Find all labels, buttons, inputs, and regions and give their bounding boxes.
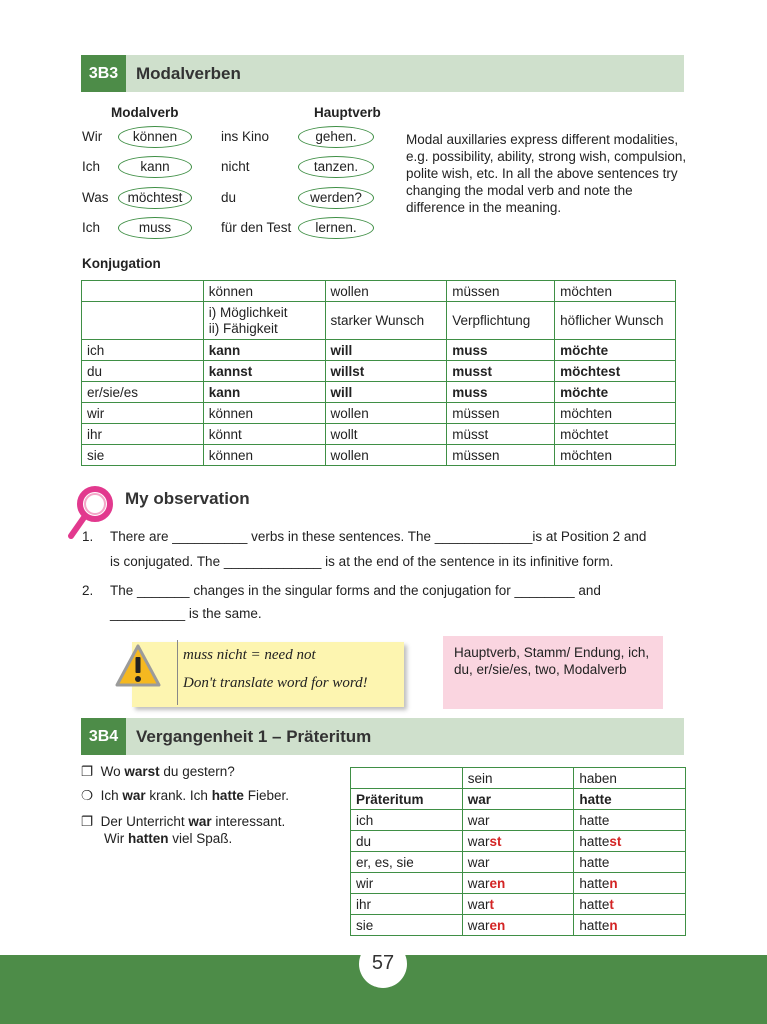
section-header-3b4 <box>81 718 684 755</box>
table-cell <box>574 894 686 915</box>
table-cell: müssen <box>447 403 555 424</box>
middle-phrase: du <box>221 190 237 205</box>
table-cell: können <box>203 281 325 302</box>
table-cell: starker Wunsch <box>325 302 447 340</box>
table-row <box>351 831 686 852</box>
subject: Was <box>82 190 109 205</box>
table-cell: musst <box>447 361 555 382</box>
subject: Wir <box>82 129 103 144</box>
table-row <box>351 873 686 894</box>
ending: en <box>489 917 506 933</box>
modalverb-label: Modalverb <box>111 105 179 120</box>
warning-line: muss nicht = need not <box>183 647 316 663</box>
middle-phrase: ins Kino <box>221 129 270 144</box>
section-code: 3B3 <box>81 55 126 92</box>
table-row <box>82 424 676 445</box>
table-cell <box>462 831 574 852</box>
table-row <box>82 382 676 403</box>
text: interessant. <box>211 814 286 829</box>
text: hatten <box>128 831 169 846</box>
table-cell: können <box>203 445 325 466</box>
table-row <box>82 361 676 382</box>
checkbox-square-icon: ❐ <box>81 814 94 829</box>
text: Fieber. <box>243 788 289 803</box>
table-cell <box>574 852 686 873</box>
ending: st <box>489 833 502 849</box>
table-cell <box>574 915 686 936</box>
table-cell: haben <box>574 768 686 789</box>
praeteritum-table <box>350 767 686 936</box>
table-cell <box>203 302 325 340</box>
table-row <box>82 403 676 424</box>
modal-note: Modal auxillaries express different modalities, e.g. possibility, ability, strong wish, compulsion, polite wish, etc. In all the above sentences try changing the modal verb and note the difference in the meaning. <box>406 132 687 215</box>
table-cell: Präteritum <box>351 789 463 810</box>
table-cell: müsst <box>447 424 555 445</box>
meaning-line: ii) Fähigkeit <box>208 320 278 336</box>
stem: hatte <box>579 896 610 912</box>
modal-verb-oval: möchtest <box>118 187 192 209</box>
stem: hatte <box>579 833 610 849</box>
section-title: Vergangenheit 1 – Präteritum <box>136 727 372 746</box>
stem: war <box>467 875 490 891</box>
table-cell: sein <box>462 768 574 789</box>
observation-title: My observation <box>125 489 250 508</box>
stem: war <box>467 917 490 933</box>
table-cell: wir <box>351 873 463 894</box>
table-cell <box>574 873 686 894</box>
observation-item-number: 2. <box>82 583 94 598</box>
table-cell <box>82 302 204 340</box>
konjugation-table <box>81 280 676 466</box>
stem: hatte <box>579 854 610 870</box>
table-cell: war <box>462 789 574 810</box>
table-cell: wollt <box>325 424 447 445</box>
text: war <box>122 788 146 803</box>
table-cell: Verpflichtung <box>447 302 555 340</box>
table-row <box>351 894 686 915</box>
subject: Ich <box>82 220 101 235</box>
circle-bullet-icon: ❍ <box>81 788 94 803</box>
middle-phrase: nicht <box>221 159 250 174</box>
table-header-row <box>82 281 676 302</box>
modal-verb-oval: können <box>118 126 192 148</box>
warning-line: Don't translate word for word! <box>183 675 368 691</box>
table-cell: muss <box>447 382 555 403</box>
meaning-line: i) Möglichkeit <box>208 304 288 320</box>
ending: st <box>609 833 622 849</box>
bullet-item <box>81 813 285 847</box>
main-verb-oval: lernen. <box>298 217 374 239</box>
table-cell: du <box>82 361 204 382</box>
table-cell: möchte <box>555 382 676 403</box>
table-cell: er/sie/es <box>82 382 204 403</box>
text: hatte <box>211 788 244 803</box>
modal-verb-oval: muss <box>118 217 192 239</box>
section-header-3b3 <box>81 55 684 92</box>
table-cell: möchten <box>555 403 676 424</box>
table-cell: möchten <box>555 281 676 302</box>
table-cell: er, es, sie <box>351 852 463 873</box>
konjugation-label: Konjugation <box>82 256 161 271</box>
bullet-item <box>81 764 235 780</box>
table-cell <box>462 810 574 831</box>
middle-phrase: für den Test <box>221 220 292 235</box>
table-cell: möchtest <box>555 361 676 382</box>
table-cell <box>574 810 686 831</box>
table-cell: kann <box>203 382 325 403</box>
table-cell <box>82 281 204 302</box>
warning-icon <box>114 643 162 689</box>
table-cell: könnt <box>203 424 325 445</box>
table-cell: willst <box>325 361 447 382</box>
table-row <box>82 445 676 466</box>
table-cell <box>462 852 574 873</box>
table-cell: hatte <box>574 789 686 810</box>
checkbox-square-icon: ❐ <box>81 764 94 779</box>
hauptverb-label: Hauptverb <box>314 105 381 120</box>
table-cell: ihr <box>82 424 204 445</box>
table-cell: müssen <box>447 281 555 302</box>
table-cell: wollen <box>325 403 447 424</box>
table-header-row <box>351 768 686 789</box>
table-cell: wollen <box>325 445 447 466</box>
table-cell: muss <box>447 340 555 361</box>
section-code: 3B4 <box>81 718 126 755</box>
text: Der Unterricht <box>100 814 189 829</box>
observation-item-line: There are __________ verbs in these sentences. The _____________is at Position 2 and <box>110 529 647 544</box>
table-cell <box>462 915 574 936</box>
text: du gestern? <box>159 764 235 779</box>
table-cell: kannst <box>203 361 325 382</box>
text: war <box>188 814 212 829</box>
text: viel Spaß. <box>168 831 233 846</box>
table-cell: können <box>203 403 325 424</box>
table-row <box>351 789 686 810</box>
stem: hatte <box>579 875 610 891</box>
observation-item-line: __________ is the same. <box>110 606 262 621</box>
text: Wir <box>104 831 128 846</box>
ending: en <box>489 875 506 891</box>
table-row <box>82 340 676 361</box>
stem: war <box>467 833 490 849</box>
table-cell: müssen <box>447 445 555 466</box>
stem: hatte <box>579 917 610 933</box>
table-cell: wir <box>82 403 204 424</box>
stem: hatte <box>579 812 610 828</box>
table-cell: will <box>325 382 447 403</box>
stem: war <box>467 812 490 828</box>
main-verb-oval: werden? <box>298 187 374 209</box>
table-cell <box>574 831 686 852</box>
table-cell: möchten <box>555 445 676 466</box>
table-cell: will <box>325 340 447 361</box>
table-cell: kann <box>203 340 325 361</box>
table-cell: du <box>351 831 463 852</box>
subject: Ich <box>82 159 101 174</box>
ending: t <box>489 896 495 912</box>
main-verb-oval: gehen. <box>298 126 374 148</box>
text: Ich <box>100 788 123 803</box>
text: krank. Ich <box>145 788 212 803</box>
observation-item-line: is conjugated. The _____________ is at the end of the sentence in its infinitive form. <box>110 554 614 569</box>
table-cell: höflicher Wunsch <box>555 302 676 340</box>
bullet-item <box>81 788 289 804</box>
modal-verb-oval: kann <box>118 156 192 178</box>
text: warst <box>124 764 160 779</box>
observation-item-line: The _______ changes in the singular forms and the conjugation for ________ and <box>110 583 601 598</box>
table-cell: sie <box>351 915 463 936</box>
section-title: Modalverben <box>136 64 241 83</box>
table-meaning-row <box>82 302 676 340</box>
page-number: 57 <box>359 940 407 988</box>
table-cell: wollen <box>325 281 447 302</box>
ending: n <box>609 917 618 933</box>
table-row <box>351 915 686 936</box>
table-cell: sie <box>82 445 204 466</box>
word-box: Hauptverb, Stamm/ Endung, ich, du, er/sie/es, two, Modalverb <box>443 636 663 709</box>
warning-divider <box>177 640 178 705</box>
text: Wo <box>100 764 125 779</box>
table-cell: möchtet <box>555 424 676 445</box>
ending: n <box>609 875 618 891</box>
table-cell: möchte <box>555 340 676 361</box>
stem: war <box>467 854 490 870</box>
table-row <box>351 810 686 831</box>
main-verb-oval: tanzen. <box>298 156 374 178</box>
table-cell: ihr <box>351 894 463 915</box>
observation-item-number: 1. <box>82 529 94 544</box>
table-cell <box>462 873 574 894</box>
table-cell: ich <box>351 810 463 831</box>
ending: t <box>609 896 614 912</box>
table-row <box>351 852 686 873</box>
table-cell: ich <box>82 340 204 361</box>
table-cell <box>351 768 463 789</box>
stem: war <box>467 896 490 912</box>
table-cell <box>462 894 574 915</box>
